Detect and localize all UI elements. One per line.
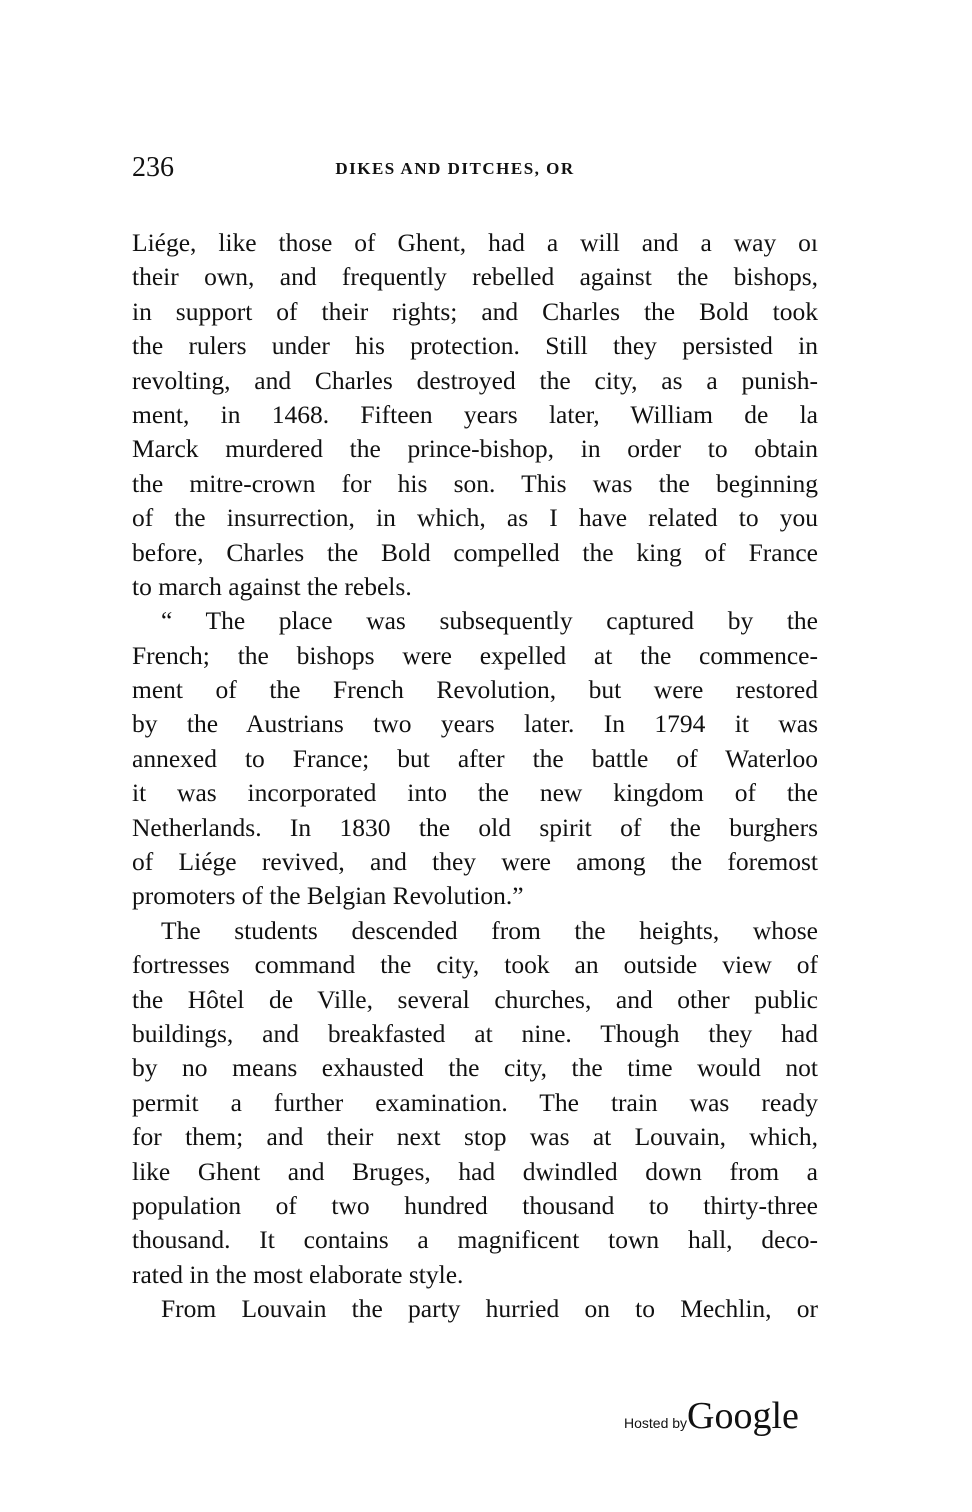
text-line: From Louvain the party hurried on to Mechlin, or [161,1294,818,1324]
running-head: DIKES AND DITCHES, OR [335,159,575,178]
text-line: to march against the rebels. [132,571,412,601]
text-line: revolting, and Charles destroyed the city, as a punish- [132,365,818,395]
text-line: their own, and frequently rebelled against the bishops, [132,262,818,292]
text-line: the rulers under his protection. Still they persisted in [132,331,818,361]
body-text [132,226,818,1327]
text-line: French; the bishops were expelled at the commence- [132,640,818,670]
text-line: ment, in 1468. Fifteen years later, William de la [132,399,818,429]
paragraph [132,914,818,1292]
text-line: fortresses command the city, took an outside view of [132,950,818,980]
text-line: The students descended from the heights, whose [161,915,818,945]
text-line: like Ghent and Bruges, had dwindled down from a [132,1156,818,1186]
text-line: thousand. It contains a magnificent town hall, deco- [132,1225,818,1255]
text-line: permit a further examination. The train was ready [132,1087,818,1117]
hosted-by-label: Hosted by [624,1415,688,1431]
hosted-by-google-watermark [624,1394,799,1438]
text-line: ment of the French Revolution, but were restored [132,675,818,705]
page-number: 236 [132,152,174,183]
text-line: of the insurrection, in which, as I have related to you [132,503,818,533]
text-line: population of two hundred thousand to thirty-three [132,1190,818,1220]
text-line: Marck murdered the prince-bishop, in order to obtain [132,434,818,464]
text-line: Liége, like those of Ghent, had a will and a way oı [132,228,818,257]
text-line: annexed to France; but after the battle of Waterloo [132,743,818,773]
text-line: the Hôtel de Ville, several churches, and other public [132,984,818,1014]
text-line: buildings, and breakfasted at nine. Though they had [132,1018,818,1048]
text-line: for them; and their next stop was at Louvain, which, [132,1122,818,1152]
text-line: rated in the most elaborate style. [132,1259,464,1289]
paragraph [132,226,818,604]
paragraph [132,604,818,914]
text-line: by no means exhausted the city, the time would not [132,1053,818,1083]
google-logo: Google [687,1395,799,1437]
text-line: promoters of the Belgian Revolution.” [132,881,524,911]
text-line: “ The place was subsequently captured by the [161,606,818,636]
text-line: it was incorporated into the new kingdom of the [132,778,818,808]
text-line: of Liége revived, and they were among the foremost [132,847,818,877]
text-line: Netherlands. In 1830 the old spirit of the burghers [132,812,818,842]
paragraph [132,1292,818,1326]
text-line: before, Charles the Bold compelled the king of France [132,537,818,567]
text-line: in support of their rights; and Charles the Bold took [132,296,818,326]
text-line: the mitre-crown for his son. This was the beginning [132,468,818,498]
text-line: by the Austrians two years later. In 1794 it was [132,709,818,739]
page-header [132,152,818,192]
